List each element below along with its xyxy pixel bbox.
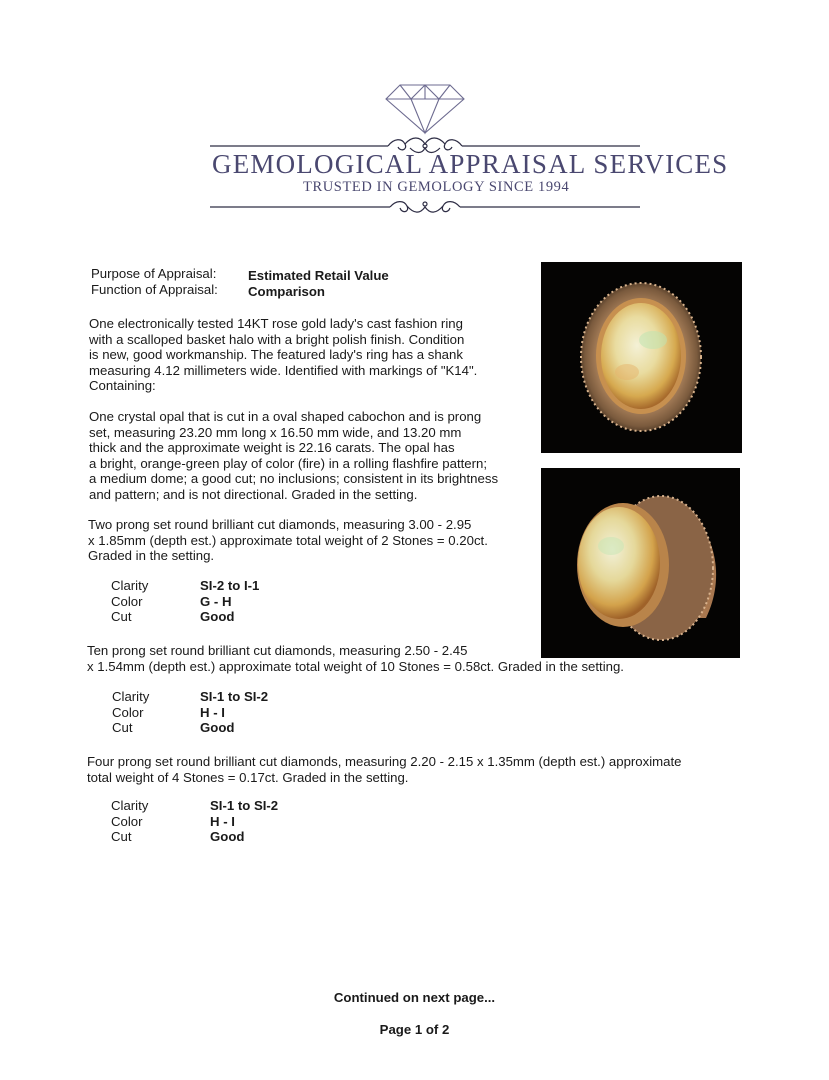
grade-label: Color <box>111 593 143 609</box>
grade-value: SI-1 to SI-2 <box>210 798 279 813</box>
company-tagline: TRUSTED IN GEMOLOGY SINCE 1994 <box>303 179 570 195</box>
grade-label: Cut <box>111 609 132 624</box>
grade-value: Good <box>200 609 235 624</box>
text-line: One crystal opal that is cut in a oval shaped cabochon and is prong <box>89 409 482 424</box>
diamond-group-1-description <box>88 517 488 564</box>
diamond-group-3-grades <box>111 798 278 845</box>
text-line: x 1.54mm (depth est.) approximate total weight of 10 Stones = 0.58ct. Graded in the setting. <box>87 658 624 674</box>
opal-description <box>89 409 498 502</box>
text-line: measuring 4.12 millimeters wide. Identified with markings of "K14". <box>89 362 478 378</box>
text-line: and pattern; and is not directional. Graded in the setting. <box>89 486 418 502</box>
grade-label: Clarity <box>111 578 149 593</box>
grade-label: Color <box>111 813 143 829</box>
company-name: GEMOLOGICAL APPRAISAL SERVICES <box>212 149 729 179</box>
ring-description <box>89 316 477 394</box>
diamond-group-3-description <box>87 754 681 785</box>
grade-label: Color <box>112 704 144 720</box>
text-line: Graded in the setting. <box>88 548 215 563</box>
grade-value: SI-1 to SI-2 <box>200 689 269 704</box>
page-number: Page 1 of 2 <box>379 1022 450 1037</box>
text-line: a bright, orange-green play of color (fire) in a rolling flashfire pattern; <box>89 455 488 471</box>
text-line: Four prong set round brilliant cut diamonds, measuring 2.20 - 2.15 x 1.35mm (depth est.) approximate <box>87 754 682 769</box>
diamond-icon <box>384 83 466 135</box>
grade-value: SI-2 to I-1 <box>200 578 260 593</box>
ring-photo-side-view <box>541 468 740 658</box>
ring-photo-top-view <box>541 262 742 453</box>
purpose-value: Estimated Retail Value <box>248 268 389 283</box>
letterhead <box>0 0 829 230</box>
text-line: thick and the approximate weight is 22.16 carats. The opal has <box>89 440 455 455</box>
continued-note: Continued on next page... <box>333 990 496 1005</box>
text-line: One electronically tested 14KT rose gold lady's cast fashion ring <box>89 316 463 331</box>
diamond-group-1-grades <box>111 578 259 625</box>
text-line: x 1.85mm (depth est.) approximate total weight of 2 Stones = 0.20ct. <box>88 532 488 548</box>
grade-label: Cut <box>111 829 132 844</box>
text-line: is new, good workmanship. The featured lady's ring has a shank <box>89 347 463 362</box>
text-line: Containing: <box>89 378 156 393</box>
grade-value: Good <box>210 829 245 844</box>
grade-value: Good <box>200 720 235 735</box>
grade-value: H - I <box>200 704 225 720</box>
purpose-label: Purpose of Appraisal: <box>91 266 217 281</box>
grade-value: H - I <box>210 813 235 829</box>
grade-label: Clarity <box>111 798 149 813</box>
function-value: Comparison <box>248 284 325 299</box>
text-line: Two prong set round brilliant cut diamonds, measuring 3.00 - 2.95 <box>88 517 472 532</box>
text-line: set, measuring 23.20 mm long x 16.50 mm wide, and 13.20 mm <box>89 424 462 440</box>
bottom-flourish-divider <box>210 196 640 218</box>
grade-label: Cut <box>112 720 133 735</box>
text-line: with a scalloped basket halo with a bright polish finish. Condition <box>89 331 465 347</box>
text-line: Ten prong set round brilliant cut diamonds, measuring 2.50 - 2.45 <box>87 643 468 658</box>
grade-value: G - H <box>200 593 232 609</box>
text-line: total weight of 4 Stones = 0.17ct. Graded in the setting. <box>87 769 409 785</box>
grade-label: Clarity <box>112 689 150 704</box>
function-label: Function of Appraisal: <box>91 282 218 297</box>
text-line: a medium dome; a good cut; no inclusions; consistent in its brightness <box>89 471 499 486</box>
diamond-group-2-grades <box>112 689 268 736</box>
